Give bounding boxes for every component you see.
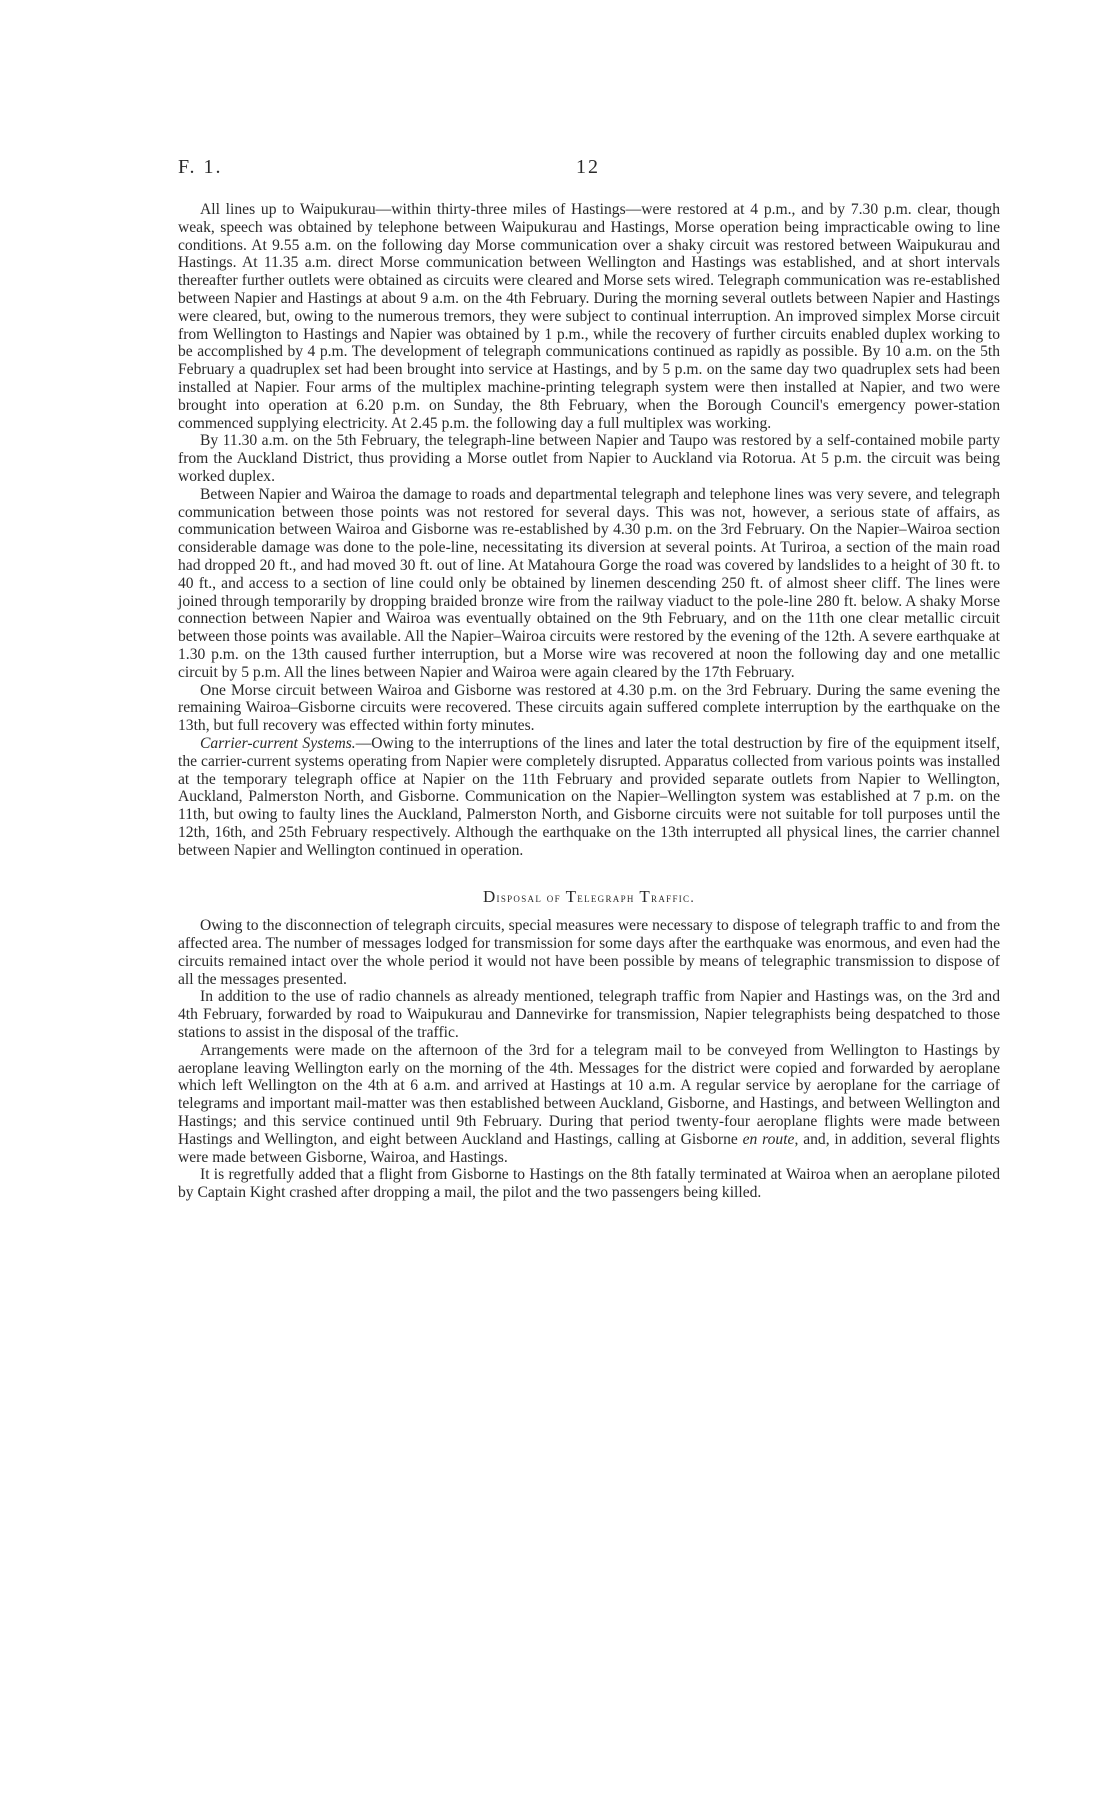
paragraph-wairoa-gisborne: One Morse circuit between Wairoa and Gisborne was restored at 4.30 p.m. on the 3rd February. During the same evening the remaining Wairoa–Gisborne circuits were recovered. These circuits again suffered complete interruption by the earthquake on the 13th, but full recovery was effected within forty minutes.: [178, 681, 1000, 735]
paragraph-carrier-current: [178, 735, 1000, 860]
italic-en-route: en route: [742, 1130, 795, 1148]
paragraph-fatal-flight: It is regretfully added that a flight from Gisborne to Hastings on the 8th fatally terminated at Wairoa when an aeroplane piloted by Captain Kight crashed after dropping a mail, the pilot and the two passengers being killed.: [178, 1166, 1000, 1202]
document-body: [178, 201, 1000, 1202]
section-heading: Disposal of Telegraph Traffic.: [482, 887, 696, 907]
paragraph-restoration: All lines up to Waipukurau—within thirty-three miles of Hastings—were restored at 4 p.m., and by 7.30 p.m. clear, though weak, speech was obtained by telephone between Waipukurau and Hastings, Morse operation being impracticable owing to line conditions. At 9.55 a.m. on the following day Morse communication over a shaky circuit was restored between Waipukurau and Hastings. At 11.35 a.m. direct Morse communication between Wellington and Hastings was established, and at short intervals thereafter further outlets were obtained as circuits were cleared and Morse sets wired. Telegraph communication was re-established between Napier and Hastings at about 9 a.m. on the 4th February. During the morning several outlets between Napier and Hastings were cleared, but, owing to the numerous tremors, they were subject to continual interruption. An improved simplex Morse circuit from Wellington to Hastings and Napier was obtained by 1 p.m., while the recovery of further circuits enabled duplex working to be accomplished by 4 p.m. The development of telegraph communications continued as rapidly as possible. By 10 a.m. on the 5th February a quadruplex set had been brought into service at Hastings, and by 5 p.m. on the same day two quadruplex sets had been installed at Napier. Four arms of the multiplex machine-printing telegraph system were then installed at Napier, and two were brought into operation at 6.20 p.m. on Sunday, the 8th February, when the Borough Council's emergency power-station commenced supplying electricity. At 2.45 p.m. the following day a full multiplex was working.: [178, 201, 1000, 432]
carrier-current-title: Carrier-current Systems.: [200, 734, 356, 752]
paragraph-road-forwarding: In addition to the use of radio channels as already mentioned, telegraph traffic from Napier and Hastings was, on the 3rd and 4th February, forwarded by road to Waipukurau and Dannevirke for transmission, Napier telegraphists being despatched to those stations to assist in the disposal of the traffic.: [178, 988, 1000, 1042]
document-code: F. 1.: [178, 156, 223, 178]
carrier-current-text: —Owing to the interruptions of the lines and later the total destruction by fire of the equipment itself, the carrier-current systems operating from Napier were completely disrupted. Apparatus collected from various points was installed at the temporary telegraph office at Napier on the 11th February and provided separate outlets from Napier to Wellington, Auckland, Palmerston North, and Gisborne. Communication on the Napier–Wellington system was established at 7 p.m. on the 11th, but owing to faulty lines the Auckland, Palmerston North, and Gisborne circuits were not suitable for toll purposes until the 12th, 16th, and 25th February respectively. Although the earthquake on the 13th interrupted all physical lines, the carrier channel between Napier and Wellington continued in operation.: [178, 734, 1001, 859]
paragraph-disconnection: Owing to the disconnection of telegraph circuits, special measures were necessary to dispose of telegraph traffic to and from the affected area. The number of messages lodged for transmission for some days after the earthquake was enormous, and even had the circuits remained intact over the whole period it would not have been possible by means of telegraphic transmission to dispose of all the messages presented.: [178, 917, 1000, 988]
page-number: 12: [576, 156, 600, 178]
paragraph-napier-wairoa: Between Napier and Wairoa the damage to roads and departmental telegraph and telephone lines was very severe, and telegraph communication between those points was not restored for several days. This was not, however, a serious state of affairs, as communication between Wairoa and Gisborne was re-established by 4.30 p.m. on the 3rd February. On the Napier–Wairoa section considerable damage was done to the pole-line, necessitating its diversion at several points. At Turiroa, a section of the main road had dropped 20 ft., and had moved 30 ft. out of line. At Matahoura Gorge the road was covered by landslides to a height of 30 ft. to 40 ft., and access to a section of line could only be obtained by linemen descending 250 ft. of almost sheer cliff. The lines were joined through temporarily by dropping braided bronze wire from the railway viaduct to the pole-line 280 ft. below. A shaky Morse connection between Napier and Wairoa was eventually obtained on the 9th February, and on the 11th one clear metallic circuit between those points was available. All the Napier–Wairoa circuits were restored by the evening of the 12th. A severe earthquake at 1.30 p.m. on the 13th caused further interruption, but a Morse wire was recovered at noon the following day and one metallic circuit by 5 p.m. All the lines between Napier and Wairoa were again cleared by the 17th February.: [178, 485, 1000, 681]
paragraph-aeroplane-service: Arrangements were made on the afternoon of the 3rd for a telegram mail to be conveyed from Wellington to Hastings by aeroplane leaving Wellington early on the morning of the 4th. Messages for the district were copied and forwarded by aeroplane which left Wellington on the 4th at 6 a.m. and arrived at Hastings at 10 a.m. A regular service by aeroplane for the carriage of telegrams and important mail-matter was then established between Auckland, Gisborne, and Hastings, and between Wellington and Hastings; and this service continued until 9th February. During that period twenty-four aeroplane flights were made between Hastings and Wellington, and eight between Auckland and Hastings, calling at Gisborne en route, and, in addition, several flights were made between Gisborne, Wairoa, and Hastings.: [178, 1041, 1000, 1166]
paragraph-taupo-line: By 11.30 a.m. on the 5th February, the telegraph-line between Napier and Taupo was restored by a self-contained mobile party from the Auckland District, thus providing a Morse outlet from Napier to Auckland via Rotorua. At 5 p.m. the circuit was being worked duplex.: [178, 432, 1000, 485]
page-header: [178, 156, 998, 186]
